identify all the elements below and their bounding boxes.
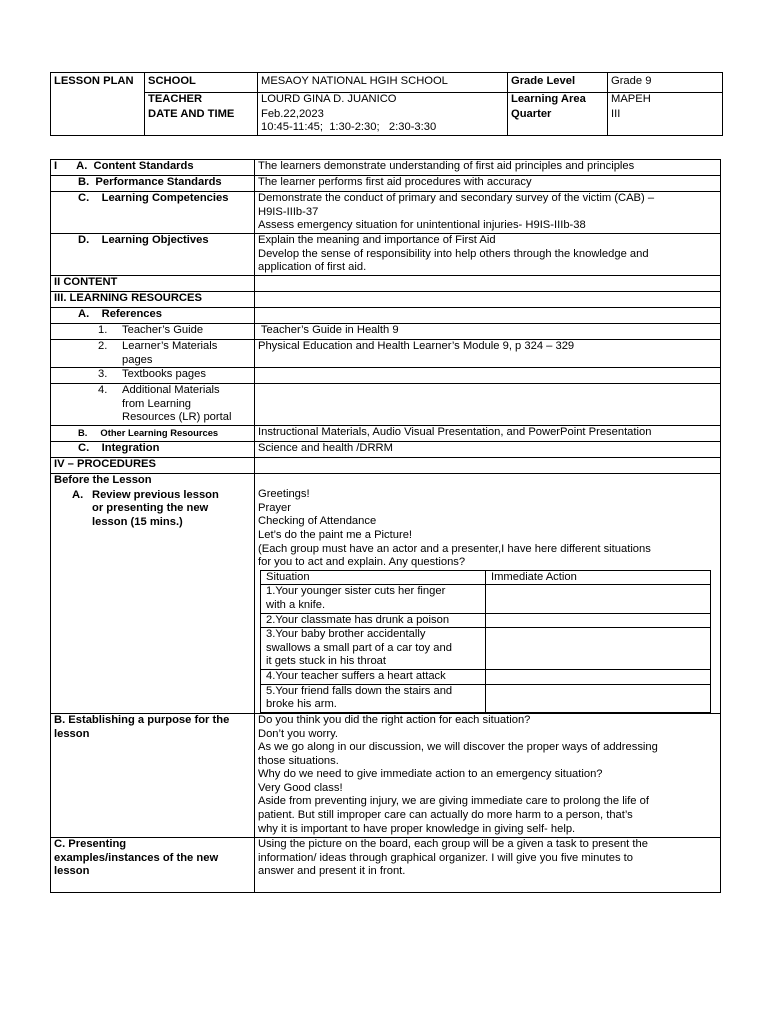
presenting-examples-label: C. Presenting examples/instances of the new lesson <box>51 837 255 892</box>
teachers-guide-label: Teacher’s Guide <box>122 324 204 336</box>
immediate-action-cell <box>486 684 711 712</box>
immediate-action-cell <box>486 628 711 670</box>
review-lesson-label: Review previous lesson or presenting the new lesson (15 mins.) <box>92 488 219 528</box>
learning-resources-row <box>51 292 721 308</box>
table-row <box>261 613 711 628</box>
learners-materials-row: 2. Learner’s Materials pages Physical Education and Health Learner’s Module 9, p 324 – 329 <box>51 340 721 368</box>
situation-cell: 1.Your younger sister cuts her finger with a knife. <box>261 585 486 613</box>
integration-value: Science and health /DRRM <box>255 442 721 458</box>
procedures-label: IV – PROCEDURES <box>51 458 255 474</box>
date-value: Feb.22,2023 <box>261 107 324 120</box>
content-row <box>51 276 721 292</box>
establishing-purpose-row <box>51 713 721 837</box>
integration-label: Integration <box>101 442 160 455</box>
immediate-action-cell <box>486 585 711 613</box>
other-resources-value: Instructional Materials, Audio Visual Presentation, and PowerPoint Presentation <box>255 426 721 442</box>
learning-objectives-value: Explain the meaning and importance of First Aid Develop the sense of responsibility into help others through the knowledge and application of first aid. <box>255 234 721 276</box>
content-label: II CONTENT <box>51 276 255 292</box>
procedures-row <box>51 458 721 474</box>
section-roman-i: I <box>54 160 58 172</box>
other-resources-label: Other Learning Resources <box>100 427 219 439</box>
learning-area-value: MAPEH <box>608 93 723 108</box>
learning-objectives-row: D. Learning Objectives Explain the meaning and importance of First Aid Develop the sense of responsibility into help others through the knowledge and application of first aid. <box>51 234 721 276</box>
table-row <box>261 684 711 712</box>
school-label: SCHOOL <box>145 73 258 93</box>
learning-area-label: Learning Area <box>508 93 608 108</box>
lesson-header-table <box>50 72 723 136</box>
table-row <box>261 628 711 670</box>
learners-materials-label: Learner’s Materials pages <box>122 340 218 366</box>
table-row <box>261 670 711 685</box>
references-row: A. References <box>51 308 721 324</box>
situation-cell: 2.Your classmate has drunk a poison <box>261 613 486 628</box>
content-standards-value: The learners demonstrate understanding of first aid principles and principles <box>255 160 721 176</box>
grade-level-label: Grade Level <box>508 73 608 93</box>
teachers-guide-value: Teacher’s Guide in Health 9 <box>255 324 721 340</box>
learning-objectives-label: Learning Objectives <box>101 234 209 246</box>
immediate-action-cell <box>486 670 711 685</box>
review-lesson-content: Greetings! Prayer Checking of Attendance Let’s do the paint me a Picture! (Each group must have an actor and a presenter,I have here different situations for you to act and explain. Any questions? Situation Immediate Action 1.Your younger sister cuts her finger with a knife. 2.Your classmate has drunk a poison 3.Your baby brother accidentally swallows a small part of a car toy and it gets stuck in his throat 4.Your teacher suffers a heart attack 5.Your friend falls down the stairs and broke his arm. <box>255 474 721 714</box>
review-lesson-row: Before the Lesson A. Review previous lesson or presenting the new lesson (15 mins.) Greetings! Prayer Checking of Attendance Let’s do the paint me a Picture! (Each group must have an actor and a presenter,I have here different situations for you to act and explain. Any questions? Situation Immediate Action 1.Your younger sister cuts her finger with a knife. 2.Your classmate has drunk a poison 3.Your baby brother accidentally swallows a small part of a car toy and it gets stuck in his throat 4.Your teacher suffers a heart attack 5.Your friend falls down the stairs and broke his arm. <box>51 474 721 714</box>
quarter-value: III <box>608 108 723 136</box>
other-resources-row: B. Other Learning Resources Instructional Materials, Audio Visual Presentation, and PowerPoint Presentation <box>51 426 721 442</box>
learners-materials-value: Physical Education and Health Learner’s Module 9, p 324 – 329 <box>255 340 721 368</box>
content-standards-label: Content Standards <box>93 160 194 172</box>
time-value: 10:45-11:45; 1:30-2:30; 2:30-3:30 <box>261 121 437 134</box>
situation-cell: 4.Your teacher suffers a heart attack <box>261 670 486 685</box>
immediate-action-cell <box>486 613 711 628</box>
situation-cell: 5.Your friend falls down the stairs and broke his arm. <box>261 684 486 712</box>
establishing-purpose-content: Do you think you did the right action for each situation? Don’t you worry. As we go along in our discussion, we will discover the proper ways of addressing those situations. Why do we need to give immediate action to an emergency situation? Very Good class! Aside from preventing injury, we are giving immediate care to prolong the life of patient. But still improper care can actually do more harm to a person, that’s why it is important to have proper knowledge in giving self- help. <box>255 713 721 837</box>
situation-cell: 3.Your baby brother accidentally swallows a small part of a car toy and it gets stuck in his throat <box>261 628 486 670</box>
references-label: References <box>101 308 162 320</box>
performance-standards-row: B. Performance Standards The learner performs first aid procedures with accuracy <box>51 176 721 192</box>
textbooks-row: 3. Textbooks pages <box>51 368 721 384</box>
table-row <box>261 585 711 613</box>
textbooks-label: Textbooks pages <box>122 368 206 381</box>
presenting-examples-row <box>51 837 721 892</box>
teacher-label: TEACHER <box>145 93 258 108</box>
additional-materials-value <box>255 384 721 426</box>
additional-materials-row: 4. Additional Materials from Learning Resources (LR) portal <box>51 384 721 426</box>
presenting-examples-content: Using the picture on the board, each group will be a given a task to present the information/ ideas through graphical organizer. I will give you five minutes to answer and present it in front. <box>255 837 721 892</box>
immediate-action-header: Immediate Action <box>486 570 711 585</box>
performance-standards-value: The learner performs first aid procedures with accuracy <box>255 176 721 192</box>
performance-standards-label: Performance Standards <box>95 176 222 188</box>
learning-competencies-label: Learning Competencies <box>101 192 229 204</box>
learning-resources-label: III. LEARNING RESOURCES <box>51 292 255 308</box>
establishing-purpose-label: B. Establishing a purpose for the lesson <box>51 713 255 837</box>
school-value: MESAOY NATIONAL HGIH SCHOOL <box>258 73 508 93</box>
integration-row: C. Integration Science and health /DRRM <box>51 442 721 458</box>
additional-materials-label: Additional Materials from Learning Resources (LR) portal <box>122 384 232 424</box>
date-time-label: DATE AND TIME <box>145 108 258 136</box>
grade-level-value: Grade 9 <box>608 73 723 93</box>
quarter-label: Quarter <box>508 108 608 136</box>
lesson-plan-table <box>50 159 721 893</box>
content-standards-row: I A. Content Standards The learners demonstrate understanding of first aid principles and principles <box>51 160 721 176</box>
before-lesson-label: Before the Lesson <box>54 474 152 487</box>
textbooks-value <box>255 368 721 384</box>
date-time-value <box>258 108 508 136</box>
teacher-value: LOURD GINA D. JUANICO <box>258 93 508 108</box>
lesson-plan-label: LESSON PLAN <box>51 73 145 136</box>
situations-table <box>260 570 711 713</box>
learning-competencies-value: Demonstrate the conduct of primary and secondary survey of the victim (CAB) – H9IS-IIIb-37 Assess emergency situation for unintentional injuries- H9IS-IIIb-38 <box>255 192 721 234</box>
teachers-guide-row: 1. Teacher’s Guide Teacher’s Guide in Health 9 <box>51 324 721 340</box>
learning-competencies-row: C. Learning Competencies Demonstrate the conduct of primary and secondary survey of the victim (CAB) – H9IS-IIIb-37 Assess emergency situation for unintentional injuries- H9IS-IIIb-38 <box>51 192 721 234</box>
situation-header: Situation <box>261 570 486 585</box>
